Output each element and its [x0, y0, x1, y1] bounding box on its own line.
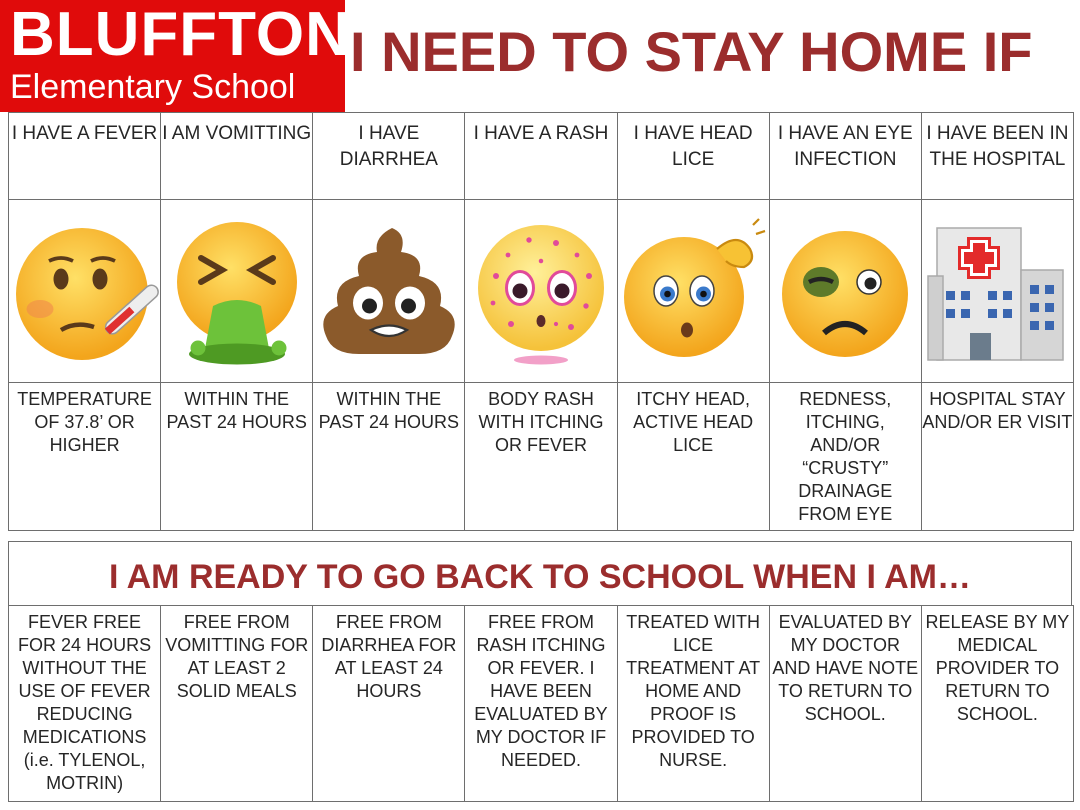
return-criteria-table	[8, 605, 1074, 802]
return-criterion-diarrhea: FREE FROM DIARRHEA FOR AT LEAST 24 HOURS	[313, 606, 465, 802]
condition-vomiting: I AM VOMITTING	[161, 113, 313, 200]
page-title: I NEED TO STAY HOME IF	[350, 20, 1033, 83]
icon-cell-rash	[465, 200, 617, 383]
icon-cell-eye-infection	[769, 200, 921, 383]
symptom-vomiting: WITHIN THE PAST 24 HOURS	[161, 383, 313, 531]
return-criterion-fever: FEVER FREE FOR 24 HOURS WITHOUT THE USE OF FEVER REDUCING MEDICATIONS (i.e. TYLENOL, MOTRIN)	[9, 606, 161, 802]
return-criterion-rash: FREE FROM RASH ITCHING OR FEVER. I HAVE BEEN EVALUATED BY MY DOCTOR IF NEEDED.	[465, 606, 617, 802]
condition-hospital: I HAVE BEEN IN THE HOSPITAL	[921, 113, 1073, 200]
eye-infection-face-icon	[770, 216, 920, 366]
logo-subtitle: Elementary School	[10, 68, 296, 106]
icon-row	[9, 200, 1074, 383]
symptom-hospital: HOSPITAL STAY AND/OR ER VISIT	[921, 383, 1073, 531]
symptom-head-lice: ITCHY HEAD, ACTIVE HEAD LICE	[617, 383, 769, 531]
symptom-eye-infection: REDNESS, ITCHING, AND/OR “CRUSTY” DRAINAGE FROM EYE	[769, 383, 921, 531]
condition-row	[9, 113, 1074, 200]
condition-rash: I HAVE A RASH	[465, 113, 617, 200]
return-criterion-head-lice: TREATED WITH LICE TREATMENT AT HOME AND PROOF IS PROVIDED TO NURSE.	[617, 606, 769, 802]
icon-cell-diarrhea	[313, 200, 465, 383]
return-criterion-eye-infection: EVALUATED BY MY DOCTOR AND HAVE NOTE TO RETURN TO SCHOOL.	[769, 606, 921, 802]
scratching-head-face-icon	[618, 216, 768, 366]
logo-name: BLUFFTON	[10, 0, 351, 69]
symptom-fever: TEMPERATURE OF 37.8’ OR HIGHER	[9, 383, 161, 531]
vomiting-face-icon	[162, 216, 312, 366]
poop-icon	[314, 216, 464, 366]
icon-cell-hospital	[921, 200, 1073, 383]
icon-cell-head-lice	[617, 200, 769, 383]
return-to-school-heading: I AM READY TO GO BACK TO SCHOOL WHEN I AM…	[8, 541, 1072, 605]
school-logo	[0, 0, 351, 112]
condition-head-lice: I HAVE HEAD LICE	[617, 113, 769, 200]
rash-face-icon	[466, 216, 616, 366]
stay-home-table	[8, 112, 1074, 531]
symptom-rash: BODY RASH WITH ITCHING OR FEVER	[465, 383, 617, 531]
fever-thermometer-face-icon	[10, 216, 160, 366]
icon-cell-vomiting	[161, 200, 313, 383]
icon-cell-fever	[9, 200, 161, 383]
condition-diarrhea: I HAVE DIARRHEA	[313, 113, 465, 200]
hospital-building-icon	[922, 216, 1072, 366]
condition-fever: I HAVE A FEVER	[9, 113, 161, 200]
return-criteria-row	[9, 606, 1074, 802]
return-criterion-vomiting: FREE FROM VOMITTING FOR AT LEAST 2 SOLID MEALS	[161, 606, 313, 802]
return-criterion-hospital: RELEASE BY MY MEDICAL PROVIDER TO RETURN TO SCHOOL.	[921, 606, 1073, 802]
symptom-row	[9, 383, 1074, 531]
condition-eye-infection: I HAVE AN EYE INFECTION	[769, 113, 921, 200]
symptom-diarrhea: WITHIN THE PAST 24 HOURS	[313, 383, 465, 531]
